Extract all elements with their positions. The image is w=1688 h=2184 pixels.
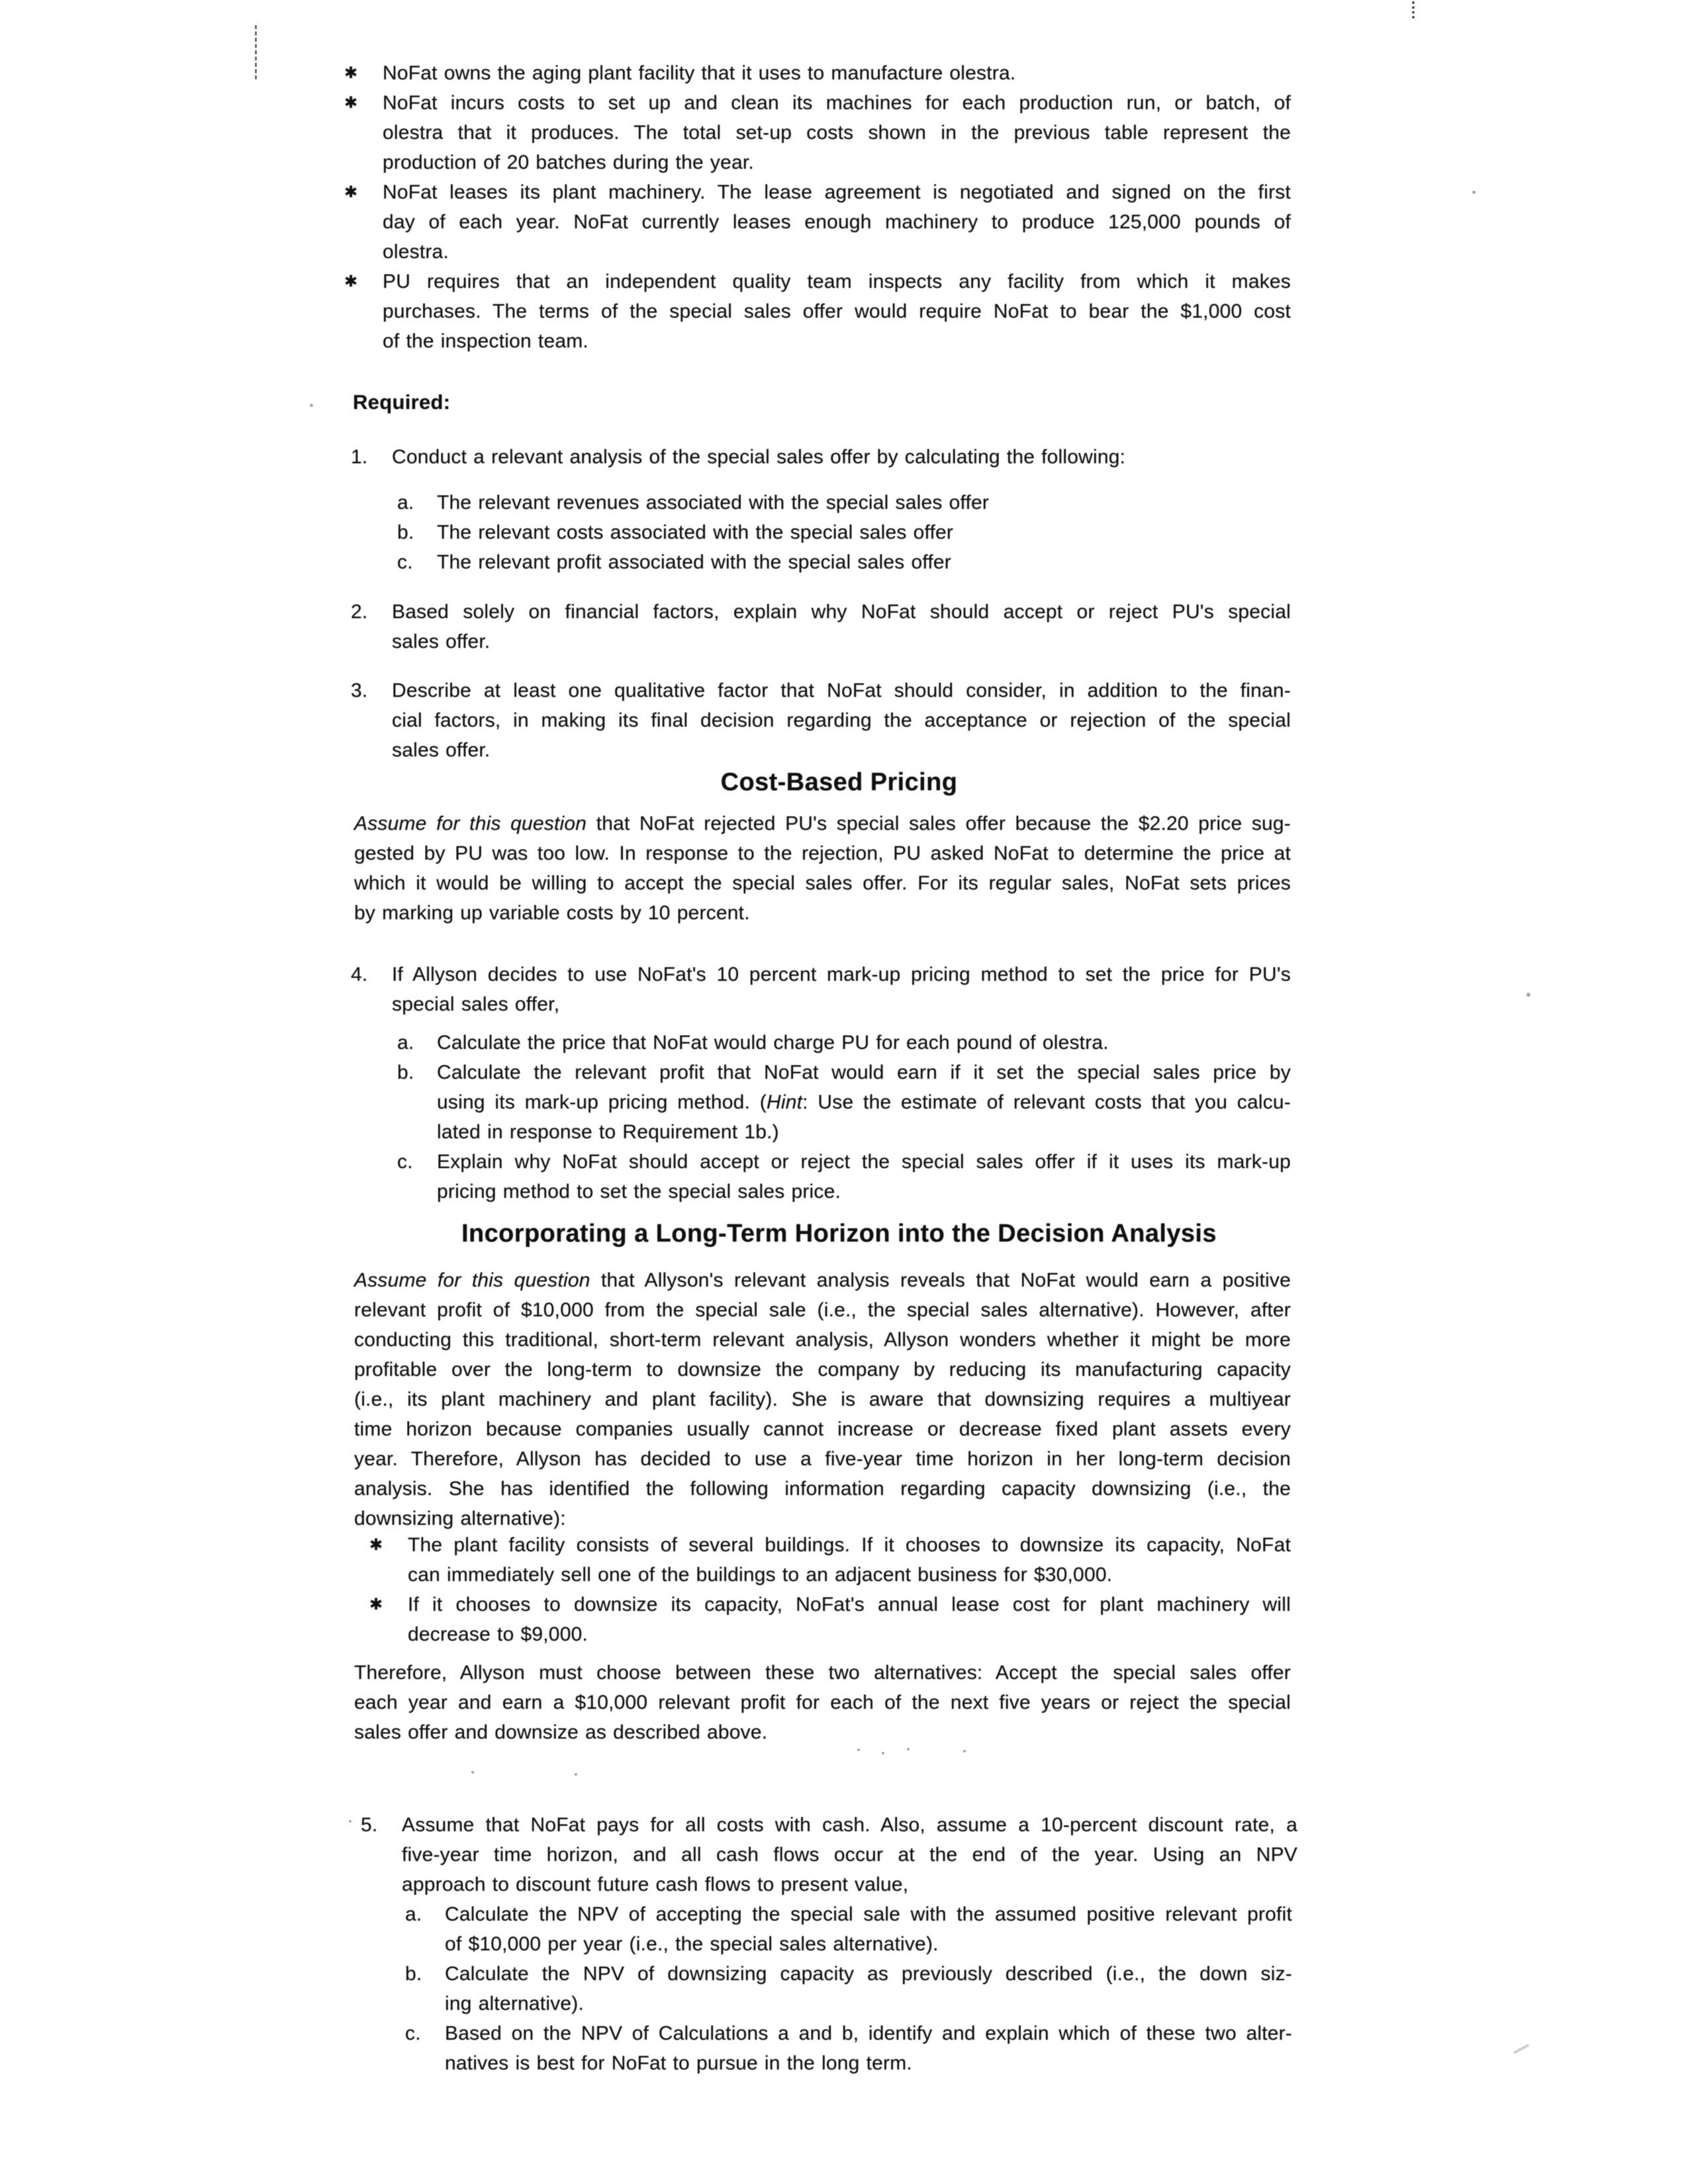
item-letter: b. <box>397 1062 414 1083</box>
item-number: 4. <box>351 964 368 985</box>
paragraph-line: profitable over the long-term to downsize the company by reducing its manufacturing capacity <box>354 1359 1291 1381</box>
paragraph-line: Therefore, Allyson must choose between these two alternatives: Accept the special sales offer <box>354 1662 1291 1684</box>
bullet-line: day of each year. NoFat currently leases enough machinery to produce 125,000 pounds of <box>383 211 1291 233</box>
paragraph-line: which it would be willing to accept the special sales offer. For its regular sales, NoFat sets prices <box>354 872 1291 894</box>
scan-artifact-speck <box>907 1748 910 1751</box>
paragraph-line: sales offer and downsize as described above. <box>354 1721 768 1743</box>
sub-item-line: Explain why NoFat should accept or reject the special sales offer if it uses its mark-up <box>437 1151 1291 1173</box>
item-letter: a. <box>397 492 414 514</box>
paragraph-text: that NoFat rejected PU's special sales offer because the $2.20 price sug- <box>586 813 1291 835</box>
hint-italic: Hint <box>767 1091 803 1113</box>
requirement-line: five-year time horizon, and all cash flows occur at the end of the year. Using an NPV <box>402 1844 1297 1866</box>
requirement-4-subs <box>397 1028 1291 1206</box>
item-letter: a. <box>397 1032 414 1054</box>
paragraph-line: time horizon because companies usually cannot increase or decrease fixed plant assets every <box>354 1418 1291 1440</box>
requirement-3 <box>351 676 1291 765</box>
sub-item-line: Based on the NPV of Calculations a and b, identify and explain which of these two alter- <box>445 2023 1292 2044</box>
scan-artifact-speck <box>310 404 313 407</box>
list-item <box>344 267 1291 356</box>
requirement-line: sales offer. <box>392 631 491 653</box>
scan-artifact-speck <box>857 1749 860 1751</box>
bullet-line: olestra. <box>383 241 449 263</box>
item-letter: a. <box>405 1903 422 1925</box>
requirement-line: Assume that NoFat pays for all costs with cash. Also, assume a 10-percent discount rate, a <box>402 1814 1297 1836</box>
list-item <box>344 58 1291 88</box>
item-number: 2. <box>351 601 368 623</box>
scan-artifact-dotted-line <box>1412 1 1415 19</box>
requirement-1-subs <box>397 488 1291 577</box>
downsizing-bullet-list <box>369 1530 1291 1649</box>
item-number: 3. <box>351 680 368 702</box>
requirement-line: approach to discount future cash flows to present value, <box>402 1874 909 1895</box>
bullet-icon: ✱ <box>344 94 358 112</box>
bullet-line: can immediately sell one of the buildings to an adjacent business for $30,000. <box>408 1564 1113 1586</box>
scan-artifact-speck <box>1472 191 1476 194</box>
requirement-5-subs <box>405 1899 1292 2078</box>
item-number: 1. <box>351 446 368 468</box>
sub-item-line: The relevant revenues associated with the special sales offer <box>437 492 990 514</box>
bullet-icon: ✱ <box>344 183 358 201</box>
paragraph-line: relevant profit of $10,000 from the special sale (i.e., the special sales alternative). However, after <box>354 1299 1291 1321</box>
requirement-line: Based solely on financial factors, explain why NoFat should accept or reject PU's special <box>392 601 1291 623</box>
requirement-line: Describe at least one qualitative factor that NoFat should consider, in addition to the finan- <box>392 680 1291 702</box>
paragraph-line: by marking up variable costs by 10 percent. <box>354 902 750 924</box>
sub-item-line: The relevant costs associated with the special sales offer <box>437 522 954 543</box>
intro-bullet-list <box>344 58 1291 356</box>
bullet-line: If it chooses to downsize its capacity, NoFat's annual lease cost for plant machinery will <box>408 1594 1291 1615</box>
sub-item-line: The relevant profit associated with the special sales offer <box>437 551 951 573</box>
paragraph-line: conducting this traditional, short-term relevant analysis, Allyson wonders whether it might be more <box>354 1329 1291 1351</box>
sub-item-line: lated in response to Requirement 1b.) <box>437 1121 779 1143</box>
sub-item-line: Calculate the NPV of downsizing capacity as previously described (i.e., the down siz- <box>445 1963 1292 1985</box>
section-title-long-term-horizon: Incorporating a Long-Term Horizon into the Decision Analysis <box>461 1220 1217 1248</box>
bullet-line: purchases. The terms of the special sales offer would require NoFat to bear the $1,000 cost <box>383 300 1291 322</box>
item-letter: c. <box>405 2023 421 2044</box>
bullet-line: The plant facility consists of several buildings. If it chooses to downsize its capacity, NoFat <box>408 1534 1291 1556</box>
scan-artifact-speck <box>963 1750 966 1752</box>
italic-lead-in: Assume for this question <box>354 1269 590 1291</box>
bullet-line: NoFat owns the aging plant facility that it uses to manufacture olestra. <box>383 62 1016 84</box>
requirement-2 <box>351 597 1291 657</box>
paragraph-line: downsizing alternative): <box>354 1508 566 1529</box>
sub-item-text: using its mark-up pricing method. ( <box>437 1091 767 1113</box>
bullet-line: production of 20 batches during the year. <box>383 152 754 173</box>
item-number: 5. <box>361 1814 378 1836</box>
list-item <box>369 1530 1291 1590</box>
bullet-icon: ✱ <box>344 64 358 82</box>
paragraph-line: (i.e., its plant machinery and plant facility). She is aware that downsizing requires a multiyear <box>354 1388 1291 1410</box>
bullet-icon: ✱ <box>344 273 358 291</box>
requirement-line: Conduct a relevant analysis of the special sales offer by calculating the following: <box>392 446 1126 468</box>
sub-item-text: : Use the estimate of relevant costs that you calcu- <box>802 1091 1291 1113</box>
bullet-icon: ✱ <box>369 1536 383 1554</box>
sub-item-line: natives is best for NoFat to pursue in the long term. <box>445 2052 912 2074</box>
sub-item-line: Calculate the relevant profit that NoFat would earn if it set the special sales price by <box>437 1062 1291 1083</box>
scan-artifact-speck <box>575 1773 577 1776</box>
paragraph-text: that Allyson's relevant analysis reveals that NoFat would earn a positive <box>590 1269 1291 1291</box>
bullet-line: NoFat incurs costs to set up and clean its machines for each production run, or batch, of <box>383 92 1291 114</box>
scan-artifact-speck <box>1526 993 1530 997</box>
requirement-1 <box>351 442 1291 472</box>
bullet-line: decrease to $9,000. <box>408 1623 588 1645</box>
list-item <box>369 1590 1291 1649</box>
requirement-line: If Allyson decides to use NoFat's 10 percent mark-up pricing method to set the price for PU's <box>392 964 1291 985</box>
scan-artifact-dashed-line <box>255 25 257 79</box>
scan-artifact-speck <box>349 1820 352 1823</box>
sub-item-line: of $10,000 per year (i.e., the special sales alternative). <box>445 1933 939 1955</box>
item-letter: b. <box>405 1963 422 1985</box>
requirement-line: cial factors, in making its final decision regarding the acceptance or rejection of the special <box>392 709 1291 731</box>
item-letter: b. <box>397 522 414 543</box>
required-heading: Required: <box>353 390 451 414</box>
requirement-line: sales offer. <box>392 739 491 761</box>
item-letter: c. <box>397 551 413 573</box>
long-term-paragraph <box>354 1265 1291 1533</box>
paragraph-line: each year and earn a $10,000 relevant profit for each of the next five years or reject the special <box>354 1692 1291 1713</box>
bullet-line: NoFat leases its plant machinery. The lease agreement is negotiated and signed on the first <box>383 181 1291 203</box>
scan-artifact-speck <box>471 1771 474 1774</box>
requirement-4 <box>351 960 1291 1019</box>
bullet-line: PU requires that an independent quality team inspects any facility from which it makes <box>383 271 1291 293</box>
list-item <box>344 177 1291 267</box>
italic-lead-in: Assume for this question <box>354 813 587 835</box>
alternatives-paragraph <box>354 1658 1291 1747</box>
requirement-5 <box>361 1810 1297 1899</box>
item-letter: c. <box>397 1151 413 1173</box>
list-item <box>344 88 1291 177</box>
sub-item-line: Calculate the price that NoFat would charge PU for each pound of olestra. <box>437 1032 1109 1054</box>
section-title-cost-based-pricing: Cost-Based Pricing <box>720 768 958 796</box>
sub-item-line <box>437 1087 1291 1117</box>
scan-artifact-speck <box>882 1752 884 1754</box>
bullet-icon: ✱ <box>369 1596 383 1614</box>
sub-item-line: pricing method to set the special sales price. <box>437 1181 841 1203</box>
paragraph-line: analysis. She has identified the following information regarding capacity downsizing (i.e., the <box>354 1478 1291 1500</box>
paragraph-line <box>354 1265 1291 1295</box>
requirement-line: special sales offer, <box>392 993 560 1015</box>
cost-based-pricing-paragraph <box>354 809 1291 928</box>
bullet-line: olestra that it produces. The total set-up costs shown in the previous table represent the <box>383 122 1291 144</box>
paragraph-line <box>354 809 1291 839</box>
bullet-line: of the inspection team. <box>383 330 588 352</box>
sub-item-line: Calculate the NPV of accepting the special sale with the assumed positive relevant profit <box>445 1903 1292 1925</box>
sub-item-line: ing alternative). <box>445 1993 585 2015</box>
paragraph-line: gested by PU was too low. In response to the rejection, PU asked NoFat to determine the price at <box>354 842 1291 864</box>
paragraph-line: year. Therefore, Allyson has decided to use a five-year time horizon in her long-term decision <box>354 1448 1291 1470</box>
